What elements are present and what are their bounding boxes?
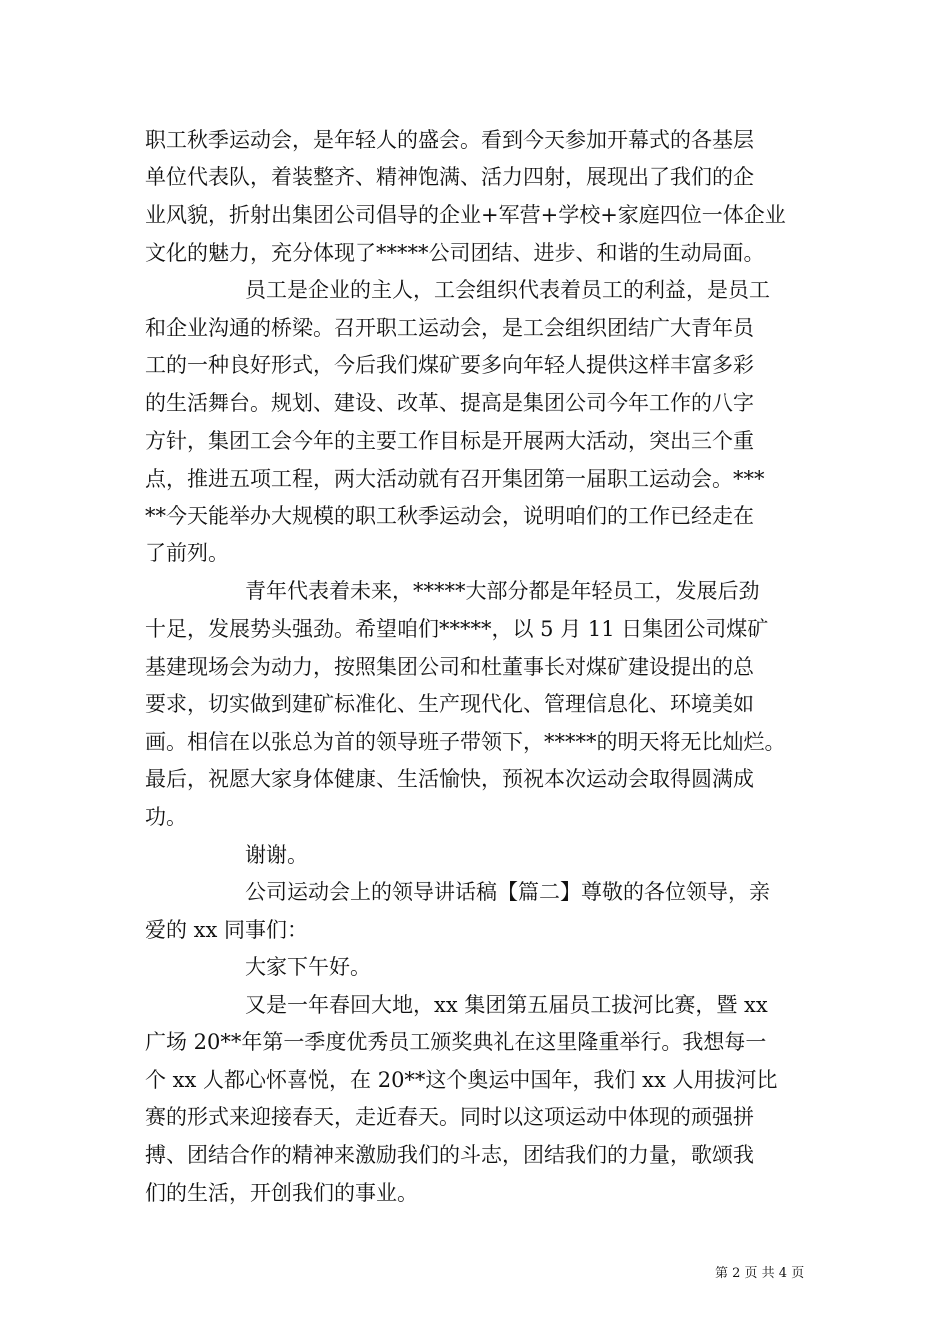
- text-line: 搏、团结合作的精神来激励我们的斗志，团结我们的力量，歌颂我: [145, 1143, 754, 1167]
- paragraph-first-line: 青年代表着未来，*****大部分都是年轻员工，发展后劲: [245, 579, 760, 603]
- text-line: 了前列。: [145, 541, 229, 565]
- text-line: 十足，发展势头强劲。希望咱们*****，以 5 月 11 日集团公司煤矿: [145, 617, 769, 641]
- text-line: 个 xx 人都心怀喜悦，在 20**这个奥运中国年，我们 xx 人用拔河比: [145, 1068, 778, 1092]
- text-line: 工的一种良好形式，今后我们煤矿要多向年轻人提供这样丰富多彩: [145, 353, 754, 377]
- text-line: 文化的魅力，充分体现了*****公司团结、进步、和谐的生动局面。: [145, 241, 765, 265]
- text-line: 广场 20**年第一季度优秀员工颁奖典礼在这里隆重举行。我想每一: [145, 1030, 767, 1054]
- text-line: 点，推进五项工程，两大活动就有召开集团第一届职工运动会。***: [145, 467, 765, 491]
- text-line: 功。: [145, 805, 187, 829]
- text-line: 赛的形式来迎接春天，走近春天。同时以这项运动中体现的顽强拼: [145, 1105, 754, 1129]
- text-line: 最后，祝愿大家身体健康、生活愉快，预祝本次运动会取得圆满成: [145, 767, 754, 791]
- text-line: 爱的 xx 同事们：: [145, 918, 309, 942]
- section-heading-line: 公司运动会上的领导讲话稿【篇二】尊敬的各位领导，亲: [245, 880, 770, 904]
- text-line: 们的生活，开创我们的事业。: [145, 1181, 418, 1205]
- text-line: 业风貌，折射出集团公司倡导的企业+军营+学校+家庭四位一体企业: [145, 203, 786, 227]
- text-line: 单位代表队，着装整齐、精神饱满、活力四射，展现出了我们的企: [145, 165, 754, 189]
- text-line: 和企业沟通的桥梁。召开职工运动会，是工会组织团结广大青年员: [145, 316, 754, 340]
- paragraph-first-line: 员工是企业的主人，工会组织代表着员工的利益，是员工: [245, 278, 770, 302]
- text-line: 基建现场会为动力，按照集团公司和杜董事长对煤矿建设提出的总: [145, 655, 754, 679]
- paragraph-first-line: 大家下午好。: [245, 955, 371, 979]
- text-line: 要求，切实做到建矿标准化、生产现代化、管理信息化、环境美如: [145, 692, 754, 716]
- text-line: 职工秋季运动会，是年轻人的盛会。看到今天参加开幕式的各基层: [145, 128, 754, 152]
- text-line: 方针，集团工会今年的主要工作目标是开展两大活动，突出三个重: [145, 429, 754, 453]
- page-number-footer: 第 2 页 共 4 页: [715, 1266, 805, 1281]
- text-line: 的生活舞台。规划、建设、改革、提高是集团公司今年工作的八字: [145, 391, 754, 415]
- text-line: **今天能举办大规模的职工秋季运动会，说明咱们的工作已经走在: [145, 504, 754, 528]
- text-line: 画。相信在以张总为首的领导班子带领下，*****的明天将无比灿烂。: [145, 730, 786, 754]
- paragraph-first-line: 谢谢。: [245, 843, 308, 867]
- paragraph-first-line: 又是一年春回大地，xx 集团第五届员工拔河比赛，暨 xx: [245, 993, 768, 1017]
